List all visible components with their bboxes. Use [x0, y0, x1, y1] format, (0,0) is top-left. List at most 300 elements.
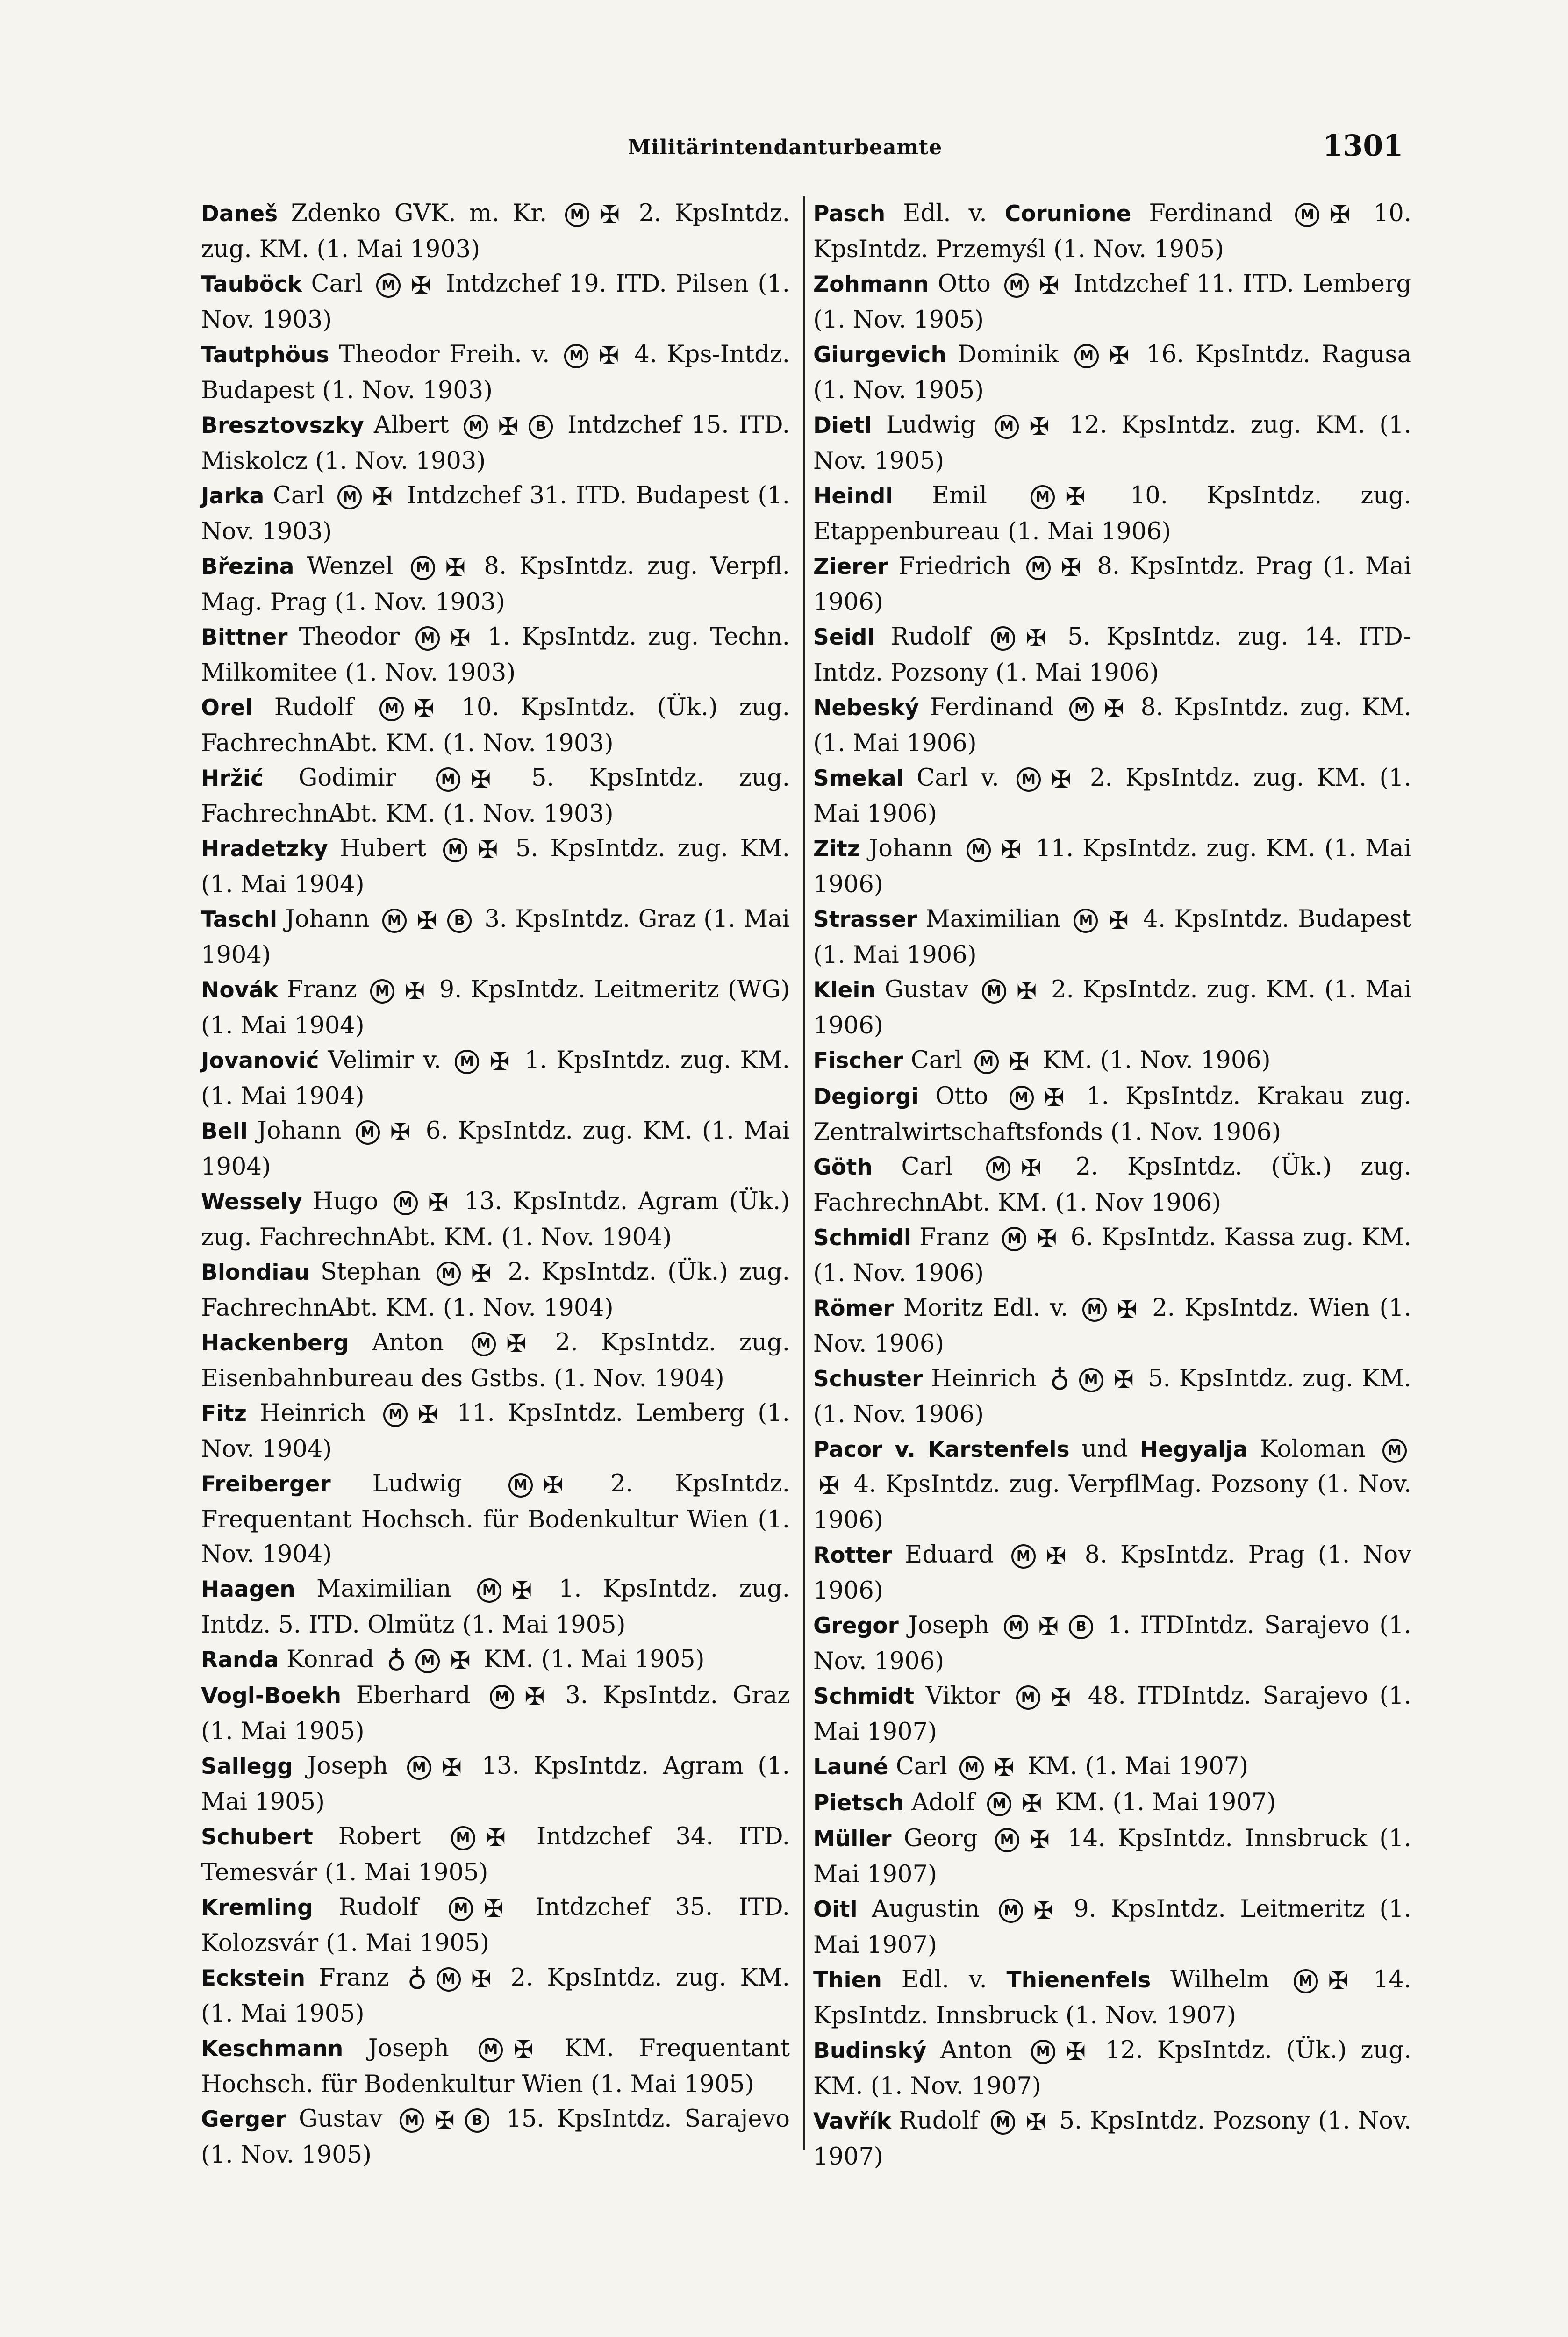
military-merit-medal-icon: M	[400, 2108, 424, 2133]
register-entry	[201, 1572, 790, 1642]
entry-surname: Schmidt	[813, 1684, 915, 1709]
entry-surname: Thien	[813, 1967, 882, 1993]
register-entry	[813, 832, 1411, 902]
cross-decoration-icon: ✠	[445, 554, 466, 582]
entry-details: 8. KpsIntdz. zug. Verpfl. Mag. Prag (1. Nov. 1903)	[201, 552, 790, 616]
military-merit-medal-icon: M	[974, 1050, 999, 1074]
entry-given-name: Dominik	[957, 341, 1059, 368]
ring-decoration-icon: ♁	[407, 1964, 427, 1995]
military-merit-medal-icon: M	[1004, 273, 1029, 298]
entry-details: 10. KpsIntdz. zug. Etappenbureau (1. Mai 1906)	[813, 482, 1411, 545]
register-entry	[813, 549, 1411, 620]
entry-details: 11. KpsIntdz. Lemberg (1. Nov. 1904)	[201, 1399, 790, 1463]
cross-decoration-icon: ✠	[1029, 413, 1050, 441]
entry-surname: Zitz	[813, 836, 860, 862]
register-entry	[813, 1892, 1411, 1963]
entry-surname: Freiberger	[201, 1471, 331, 1497]
register-entry	[201, 1820, 790, 1890]
entry-given-name: Ferdinand	[930, 694, 1054, 721]
entry-surname: Zierer	[813, 554, 888, 580]
cross-decoration-icon: ✠	[1051, 766, 1072, 794]
entry-given-name: Edl. v.	[903, 200, 987, 227]
b-badge-icon: B	[529, 415, 553, 439]
entry-given-name: Rudolf	[274, 694, 354, 721]
entry-surname: Seidl	[813, 624, 875, 650]
cross-decoration-icon: ✠	[1113, 1366, 1134, 1394]
entry-surname: Vavřík	[813, 2108, 891, 2134]
entry-given-name: Friedrich	[898, 552, 1011, 580]
register-entry	[201, 690, 790, 761]
cross-decoration-icon: ✠	[1022, 1790, 1042, 1818]
military-merit-medal-icon: M	[991, 2110, 1015, 2135]
military-merit-medal-icon: M	[451, 1826, 475, 1850]
entry-surname: Schuster	[813, 1366, 923, 1392]
cross-decoration-icon: ✠	[414, 695, 435, 723]
entry-given-name: Carl v.	[916, 764, 999, 792]
cross-decoration-icon: ✠	[1038, 1613, 1059, 1641]
page-header-title: Militärintendanturbeamte	[628, 136, 943, 159]
military-merit-medal-icon: M	[564, 344, 588, 368]
military-merit-medal-icon: M	[1074, 344, 1099, 368]
cross-decoration-icon: ✠	[498, 413, 519, 441]
entry-surname: Orel	[201, 695, 253, 721]
register-entry	[813, 1432, 1411, 1538]
entry-given-name: Anton	[940, 2036, 1012, 2064]
register-entry	[813, 690, 1411, 761]
entry-surname: Bell	[201, 1118, 248, 1144]
entry-details: 2. KpsIntdz. zug. KM. (1. Mai 1905)	[201, 1964, 790, 2028]
military-merit-medal-icon: M	[508, 1473, 533, 1498]
entry-details: Intdzchef 35. ITD. Kolozsvár (1. Mai 1905)	[201, 1893, 790, 1957]
entry-surname: Fitz	[201, 1401, 247, 1427]
b-badge-icon: B	[1069, 1615, 1093, 1639]
register-entry	[201, 196, 790, 267]
register-entry	[201, 549, 790, 620]
entry-given-name: Otto	[935, 1082, 988, 1110]
cross-decoration-icon: ✠	[1044, 1084, 1065, 1112]
entry-details: 9. KpsIntdz. Leitmeritz (WG) (1. Mai 1904)	[201, 976, 790, 1039]
register-entry	[813, 1963, 1411, 2033]
entry-given-name: Maximilian	[316, 1575, 451, 1603]
entry-surname: Jovanović	[201, 1048, 319, 1074]
cross-decoration-icon: ✠	[434, 2107, 455, 2135]
left-column	[201, 196, 790, 2172]
entry-details: 12. KpsIntdz. (Ük.) zug. KM. (1. Nov. 1907)	[813, 2036, 1411, 2100]
register-entry	[813, 1079, 1411, 1150]
entry-details: 6. KpsIntdz. Kassa zug. KM. (1. Nov. 1906)	[813, 1224, 1411, 1287]
entry-details: 5. KpsIntdz. zug. KM. (1. Nov. 1906)	[813, 1365, 1411, 1428]
cross-decoration-icon: ✠	[418, 1401, 438, 1429]
entry-given-name: Franz	[919, 1224, 989, 1251]
ring-decoration-icon: ♁	[1050, 1364, 1070, 1396]
military-merit-medal-icon: M	[379, 697, 404, 721]
register-entry	[201, 267, 790, 337]
entry-given-name: Joseph	[368, 2035, 449, 2062]
military-merit-medal-icon: M	[443, 838, 467, 862]
military-merit-medal-icon: M	[1074, 909, 1098, 933]
entry-details: 4. KpsIntdz. Budapest (1. Mai 1906)	[813, 905, 1411, 969]
entry-given-name: Rudolf	[891, 623, 970, 651]
entry-given-name: Maximilian	[925, 905, 1060, 933]
register-entry	[813, 1749, 1411, 1785]
cross-decoration-icon: ✠	[1103, 695, 1124, 723]
entry-details: KM. (1. Mai 1907)	[1055, 1789, 1276, 1816]
right-column	[813, 196, 1411, 2174]
entry-given-name: und	[1081, 1435, 1128, 1463]
military-merit-medal-icon: M	[565, 203, 589, 227]
military-merit-medal-icon: M	[370, 979, 394, 1004]
entry-details: 13. KpsIntdz. Agram (1. Mai 1905)	[201, 1752, 790, 1816]
cross-decoration-icon: ✠	[1330, 201, 1350, 229]
military-merit-medal-icon: M	[477, 1578, 501, 1603]
entry-given-name: Velimir v.	[328, 1047, 442, 1074]
cross-decoration-icon: ✠	[1065, 483, 1086, 511]
entry-given-name: Godimir	[298, 764, 397, 792]
register-entry	[201, 1678, 790, 1749]
cross-decoration-icon: ✠	[1009, 1048, 1030, 1076]
cross-decoration-icon: ✠	[1065, 2038, 1086, 2066]
cross-decoration-icon: ✠	[471, 1965, 492, 1993]
entry-details: 4. Kps-Intdz. Budapest (1. Nov. 1903)	[201, 341, 790, 404]
register-entry	[201, 2031, 790, 2102]
register-entry	[201, 1961, 790, 2031]
military-merit-medal-icon: M	[382, 909, 407, 933]
cross-decoration-icon: ✠	[1109, 342, 1130, 370]
military-merit-medal-icon: M	[356, 1120, 380, 1145]
cross-decoration-icon: ✠	[441, 1754, 462, 1782]
military-merit-medal-icon: M	[437, 1262, 461, 1286]
register-entry	[813, 1150, 1411, 1220]
cross-decoration-icon: ✠	[1328, 1967, 1349, 1995]
register-entry	[201, 620, 790, 690]
entry-surname: Taschl	[201, 907, 278, 932]
military-merit-medal-icon: M	[415, 626, 440, 651]
entry-details: Intdzchef 11. ITD. Lemberg (1. Nov. 1905)	[813, 270, 1411, 334]
entry-surname: Müller	[813, 1826, 892, 1852]
entry-details: Intdzchef 31. ITD. Budapest (1. Nov. 1903)	[201, 482, 790, 545]
entry-given-name: Konrad	[286, 1646, 374, 1673]
entry-given-name: Johann	[285, 905, 370, 933]
entry-given-name: Johann	[257, 1117, 342, 1145]
cross-decoration-icon: ✠	[477, 836, 498, 864]
entry-given-name: Otto	[938, 270, 991, 298]
cross-decoration-icon: ✠	[1033, 1897, 1054, 1925]
entry-surname: Fischer	[813, 1048, 903, 1074]
entry-surname: Römer	[813, 1296, 894, 1321]
entry-details: 5. KpsIntdz. zug. 14. ITD-Intdz. Pozsony (1. Mai 1906)	[813, 623, 1412, 687]
entry-surname: Bittner	[201, 624, 288, 650]
entry-details: 2. KpsIntdz. (Ük.) zug. FachrechnAbt. KM. (1. Nov 1906)	[813, 1153, 1411, 1217]
entry-details: 2. KpsIntdz. Frequentant Hochsch. für Bodenkultur Wien (1. Nov. 1904)	[201, 1470, 790, 1568]
entry-given-name: Ludwig	[372, 1470, 462, 1498]
entry-given-name: Carl	[895, 1753, 947, 1780]
entry-surname: Giurgevich	[813, 342, 946, 368]
register-entry	[201, 1184, 790, 1255]
cross-decoration-icon: ✠	[506, 1330, 527, 1358]
cross-decoration-icon: ✠	[599, 201, 620, 229]
military-merit-medal-icon: M	[1011, 1544, 1036, 1569]
cross-decoration-icon: ✠	[1016, 977, 1037, 1005]
cross-decoration-icon: ✠	[428, 1189, 449, 1217]
entry-given-name: Carl	[311, 270, 363, 298]
entry-surname: Pacor v. Karstenfels	[813, 1437, 1070, 1462]
register-entry	[813, 2104, 1411, 2174]
entry-given-name: Eberhard	[356, 1682, 471, 1709]
cross-decoration-icon: ✠	[390, 1118, 411, 1147]
entry-surname: Haagen	[201, 1577, 295, 1602]
military-merit-medal-icon: M	[411, 556, 435, 580]
cross-decoration-icon: ✠	[1029, 1826, 1050, 1854]
entry-given-name: Wenzel	[307, 552, 394, 580]
register-entry	[813, 479, 1411, 549]
register-entry	[813, 1821, 1411, 1892]
cross-decoration-icon: ✠	[489, 1048, 510, 1076]
page-number: 1301	[1323, 129, 1403, 163]
entry-surname: Launé	[813, 1754, 888, 1780]
entry-surname: Březina	[201, 554, 294, 580]
entry-given-name: Rudolf	[339, 1893, 418, 1921]
entry-surname: Pasch	[813, 201, 886, 227]
entry-given-name: Augustin	[872, 1895, 980, 1923]
entry-given-name: Franz	[286, 976, 357, 1004]
register-entry	[813, 337, 1411, 408]
entry-given-name: Hubert	[340, 835, 427, 862]
register-entry	[201, 1255, 790, 1326]
cross-decoration-icon: ✠	[1060, 554, 1081, 582]
military-merit-medal-icon: M	[383, 1403, 408, 1427]
entry-details: 12. KpsIntdz. zug. KM. (1. Nov. 1905)	[813, 411, 1411, 475]
entry-details: 13. KpsIntdz. Agram (Ük.) zug. FachrechnAbt. KM. (1. Nov. 1904)	[201, 1188, 790, 1251]
entry-surname: Tautphöus	[201, 342, 329, 368]
cross-decoration-icon: ✠	[543, 1471, 564, 1499]
entry-surname: Kremling	[201, 1895, 313, 1921]
cross-decoration-icon: ✠	[1050, 1684, 1071, 1712]
register-entry	[201, 1890, 790, 1961]
entry-surname-2: Hegyalja	[1139, 1437, 1248, 1462]
entry-details: KM. (1. Nov. 1906)	[1042, 1047, 1271, 1074]
register-entry	[201, 2102, 790, 2172]
military-merit-medal-icon: M	[1082, 1298, 1107, 1322]
register-entry	[813, 761, 1411, 832]
entry-surname: Gregor	[813, 1613, 899, 1639]
entry-details: 2. KpsIntdz. Wien (1. Nov. 1906)	[813, 1294, 1411, 1358]
entry-details: 2. KpsIntdz. (Ük.) zug. FachrechnAbt. KM. (1. Nov. 1904)	[201, 1258, 790, 1322]
entry-surname: Wessely	[201, 1189, 302, 1215]
register-entry	[813, 1608, 1411, 1679]
entry-given-name: Moritz Edl. v.	[903, 1294, 1068, 1322]
cross-decoration-icon: ✠	[1025, 2108, 1046, 2136]
military-merit-medal-icon: M	[991, 626, 1015, 651]
register-entry	[813, 620, 1411, 690]
entry-given-name: Gustav	[299, 2105, 383, 2133]
entry-surname: Daneš	[201, 201, 278, 227]
entry-details: 8. KpsIntdz. Prag (1. Mai 1906)	[813, 552, 1411, 616]
entry-given-name: Heinrich	[260, 1399, 366, 1427]
entry-details: KM. Frequentant Hochsch. für Bodenkultur Wien (1. Mai 1905)	[201, 2035, 790, 2098]
military-merit-medal-icon: M	[455, 1050, 479, 1074]
entry-given-name: Albert	[373, 411, 449, 439]
entry-details: 4. KpsIntdz. zug. VerpflMag. Pozsony (1. Nov. 1906)	[813, 1470, 1411, 1534]
entry-surname: Rotter	[813, 1542, 892, 1568]
military-merit-medal-icon: M	[1031, 485, 1055, 509]
register-entry	[201, 1326, 790, 1396]
cross-decoration-icon: ✠	[404, 977, 425, 1005]
b-badge-icon: B	[465, 2108, 489, 2133]
cross-decoration-icon: ✠	[470, 766, 491, 794]
entry-given-name: Stephan	[320, 1258, 421, 1286]
register-entry	[201, 479, 790, 549]
cross-decoration-icon: ✠	[471, 1260, 492, 1288]
register-entry	[813, 267, 1411, 337]
register-entry	[201, 832, 790, 902]
military-merit-medal-icon: M	[1294, 1969, 1318, 1993]
register-entry	[201, 1749, 790, 1820]
cross-decoration-icon: ✠	[1021, 1154, 1041, 1183]
entry-details: 1. KpsIntdz. zug. Techn. Milkomitee (1. Nov. 1903)	[201, 623, 790, 687]
entry-surname: Schmidl	[813, 1225, 912, 1251]
cross-decoration-icon: ✠	[450, 1647, 471, 1675]
register-entry	[813, 1043, 1411, 1079]
entry-surname-2: Thienenfels	[1006, 1967, 1151, 1993]
column-divider	[803, 196, 805, 2150]
register-entry	[813, 408, 1411, 479]
entry-details: 5. KpsIntdz. zug. KM. (1. Mai 1904)	[201, 835, 790, 898]
entry-details: 5. KpsIntdz. Pozsony (1. Nov. 1907)	[813, 2107, 1411, 2171]
entry-surname: Eckstein	[201, 1965, 306, 1991]
entry-given-name: Gustav	[884, 976, 969, 1004]
entry-given-name: Joseph	[307, 1752, 388, 1780]
entry-surname: Dietl	[813, 413, 872, 438]
entry-details: 5. KpsIntdz. zug. FachrechnAbt. KM. (1. Nov. 1903)	[201, 764, 790, 828]
entry-details: 1. ITDIntdz. Sarajevo (1. Nov. 1906)	[813, 1612, 1411, 1675]
entry-given-name: Edl. v.	[901, 1966, 987, 1993]
register-entry	[813, 1785, 1411, 1821]
entry-surname: Pietsch	[813, 1790, 904, 1816]
entry-surname: Schubert	[201, 1824, 313, 1850]
entry-given-name: Theodor Freih. v.	[339, 341, 550, 368]
entry-details: 2. KpsIntdz. zug. KM. (1. Mai 1906)	[813, 764, 1412, 828]
entry-details: 1. KpsIntdz. Krakau zug. Zentralwirtschaftsfonds (1. Nov. 1906)	[813, 1082, 1412, 1146]
cross-decoration-icon: ✠	[416, 907, 437, 935]
entry-given-name: Theodor	[299, 623, 400, 651]
military-merit-medal-icon: M	[1010, 1086, 1034, 1110]
register-entry	[201, 408, 790, 479]
military-merit-medal-icon: M	[479, 2038, 503, 2062]
entry-details: 14. KpsIntdz. Innsbruck (1. Nov. 1907)	[813, 1966, 1412, 2029]
cross-decoration-icon: ✠	[485, 1824, 506, 1852]
entry-given-name: Johann	[868, 835, 953, 862]
entry-given-name: Georg	[903, 1825, 978, 1852]
entry-details: 2. KpsIntdz. zug. KM. (1. Mai 1906)	[813, 976, 1412, 1039]
entry-surname-2: Corunione	[1004, 201, 1131, 227]
cross-decoration-icon: ✠	[450, 624, 471, 652]
military-merit-medal-icon: M	[995, 1828, 1019, 1852]
military-merit-medal-icon: M	[415, 1649, 440, 1673]
cross-decoration-icon: ✠	[1038, 272, 1060, 300]
entry-given-name: Hugo	[312, 1188, 379, 1215]
entry-given-name: Viktor	[925, 1682, 1000, 1710]
entry-details: 1. KpsIntdz. zug. KM. (1. Mai 1904)	[201, 1047, 790, 1110]
entry-details: 2. KpsIntdz. zug. KM. (1. Mai 1903)	[201, 200, 790, 263]
military-merit-medal-icon: M	[995, 415, 1019, 439]
military-merit-medal-icon: M	[337, 485, 362, 509]
entry-given-name: Carl	[272, 482, 324, 509]
cross-decoration-icon: ✠	[819, 1472, 839, 1500]
entry-details: Intdzchef 19. ITD. Pilsen (1. Nov. 1903)	[201, 270, 790, 334]
military-merit-medal-icon: M	[490, 1685, 514, 1709]
entry-surname: Degiorgi	[813, 1084, 919, 1110]
entry-given-name-2: Wilhelm	[1170, 1966, 1269, 1993]
entry-given-name: Adolf	[911, 1789, 975, 1816]
entry-details: KM. (1. Mai 1907)	[1027, 1753, 1249, 1780]
cross-decoration-icon: ✠	[411, 272, 431, 300]
military-merit-medal-icon: M	[436, 767, 460, 792]
cross-decoration-icon: ✠	[1108, 907, 1129, 935]
entry-surname: Klein	[813, 977, 876, 1003]
entry-surname: Novák	[201, 977, 279, 1003]
register-entry	[813, 902, 1411, 973]
entry-surname: Hackenberg	[201, 1330, 349, 1356]
entry-details: 15. KpsIntdz. Sarajevo (1. Nov. 1905)	[201, 2105, 790, 2169]
military-merit-medal-icon: M	[449, 1897, 473, 1921]
entry-details: 10. KpsIntdz. (Ük.) zug. FachrechnAbt. KM. (1. Nov. 1903)	[201, 694, 790, 757]
entry-given-name: Rudolf	[899, 2107, 979, 2135]
cross-decoration-icon: ✠	[511, 1577, 532, 1605]
cross-decoration-icon: ✠	[1025, 624, 1046, 652]
entry-surname: Göth	[813, 1154, 873, 1180]
register-entry	[813, 973, 1411, 1043]
entry-given-name: Joseph	[908, 1612, 989, 1639]
entry-given-name-2: Koloman	[1260, 1435, 1366, 1463]
register-entry	[813, 196, 1411, 267]
military-merit-medal-icon: M	[472, 1332, 496, 1356]
entry-details: 8. KpsIntdz. Prag (1. Nov 1906)	[813, 1541, 1412, 1605]
register-entry	[201, 1396, 790, 1467]
military-merit-medal-icon: M	[394, 1191, 418, 1215]
register-entry	[201, 902, 790, 973]
entry-surname: Oitl	[813, 1897, 858, 1922]
register-entry	[813, 1679, 1411, 1749]
military-merit-medal-icon: M	[1069, 697, 1094, 721]
entry-details: 2. KpsIntdz. zug. Eisenbahnbureau des Gstbs. (1. Nov. 1904)	[201, 1329, 790, 1392]
military-merit-medal-icon: M	[1295, 203, 1319, 227]
entry-details: 9. KpsIntdz. Leitmeritz (1. Mai 1907)	[813, 1895, 1412, 1959]
entry-surname: Bresztovszky	[201, 413, 364, 438]
military-merit-medal-icon: M	[1002, 1227, 1026, 1251]
military-merit-medal-icon: M	[967, 838, 991, 862]
entry-surname: Vogl-Boekh	[201, 1683, 342, 1709]
entry-given-name: Anton	[372, 1329, 444, 1356]
register-entry	[201, 973, 790, 1043]
cross-decoration-icon: ✠	[372, 483, 393, 511]
entry-surname: Heindl	[813, 483, 893, 509]
military-merit-medal-icon: M	[1004, 1615, 1028, 1639]
entry-details: 14. KpsIntdz. Innsbruck (1. Mai 1907)	[813, 1825, 1411, 1888]
register-entry	[201, 761, 790, 832]
cross-decoration-icon: ✠	[1045, 1542, 1067, 1570]
register-entry	[201, 1642, 790, 1678]
entry-details: 3. KpsIntdz. Graz (1. Mai 1905)	[201, 1682, 790, 1745]
entry-surname: Hržić	[201, 766, 264, 791]
entry-surname: Jarka	[201, 483, 265, 509]
military-merit-medal-icon: M	[376, 273, 401, 298]
entry-given-name: Ludwig	[886, 411, 976, 439]
entry-surname: Sallegg	[201, 1754, 293, 1779]
cross-decoration-icon: ✠	[599, 342, 619, 370]
military-merit-medal-icon: M	[987, 1792, 1011, 1816]
military-merit-medal-icon: M	[437, 1967, 461, 1992]
entry-surname: Hradetzky	[201, 836, 328, 862]
